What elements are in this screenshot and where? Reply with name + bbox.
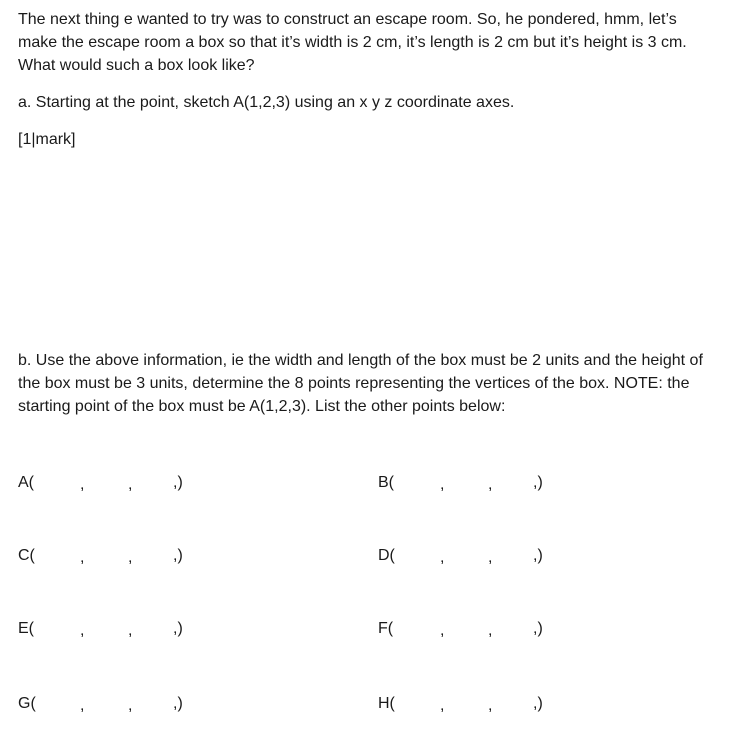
point-close: ,) <box>173 547 183 564</box>
point-close: ,) <box>533 620 543 637</box>
point-label: A( <box>18 474 34 491</box>
point-label: F( <box>378 620 394 637</box>
comma-separator: , <box>128 476 133 493</box>
comma-separator: , <box>80 697 85 714</box>
comma-separator: , <box>80 476 85 493</box>
point-close: ,) <box>533 695 543 712</box>
point-close: ,) <box>173 474 183 491</box>
comma-separator: , <box>440 697 445 714</box>
point-label: B( <box>378 474 394 491</box>
comma-separator: , <box>440 549 445 566</box>
point-label: D( <box>378 547 395 564</box>
point-label: E( <box>18 620 34 637</box>
point-close: ,) <box>173 620 183 637</box>
point-label: H( <box>378 695 395 712</box>
point-close: ,) <box>533 474 543 491</box>
comma-separator: , <box>128 549 133 566</box>
comma-separator: , <box>488 697 493 714</box>
point-label: C( <box>18 547 35 564</box>
mark-allocation: [1|mark] <box>18 131 76 148</box>
intro-paragraph: The next thing e wanted to try was to construct an escape room. So, he pondered, hmm, let’s make the escape room a box so that it’s width is 2 cm, it’s length is 2 cm but it’s height is 3 cm. What would such a box look like? <box>18 11 687 74</box>
point-close: ,) <box>533 547 543 564</box>
comma-separator: , <box>488 622 493 639</box>
point-close: ,) <box>173 695 183 712</box>
question-part-a: a. Starting at the point, sketch A(1,2,3) using an x y z coordinate axes. <box>18 94 515 111</box>
comma-separator: , <box>488 476 493 493</box>
comma-separator: , <box>440 622 445 639</box>
comma-separator: , <box>128 697 133 714</box>
comma-separator: , <box>128 622 133 639</box>
comma-separator: , <box>488 549 493 566</box>
point-label: G( <box>18 695 36 712</box>
comma-separator: , <box>440 476 445 493</box>
question-part-b: b. Use the above information, ie the width and length of the box must be 2 units and the height of the box must be 3 units, determine the 8 points representing the vertices of the box. NOTE: the starting point of the box must be A(1,2,3). List the other points below: <box>18 352 703 415</box>
comma-separator: , <box>80 549 85 566</box>
comma-separator: , <box>80 622 85 639</box>
